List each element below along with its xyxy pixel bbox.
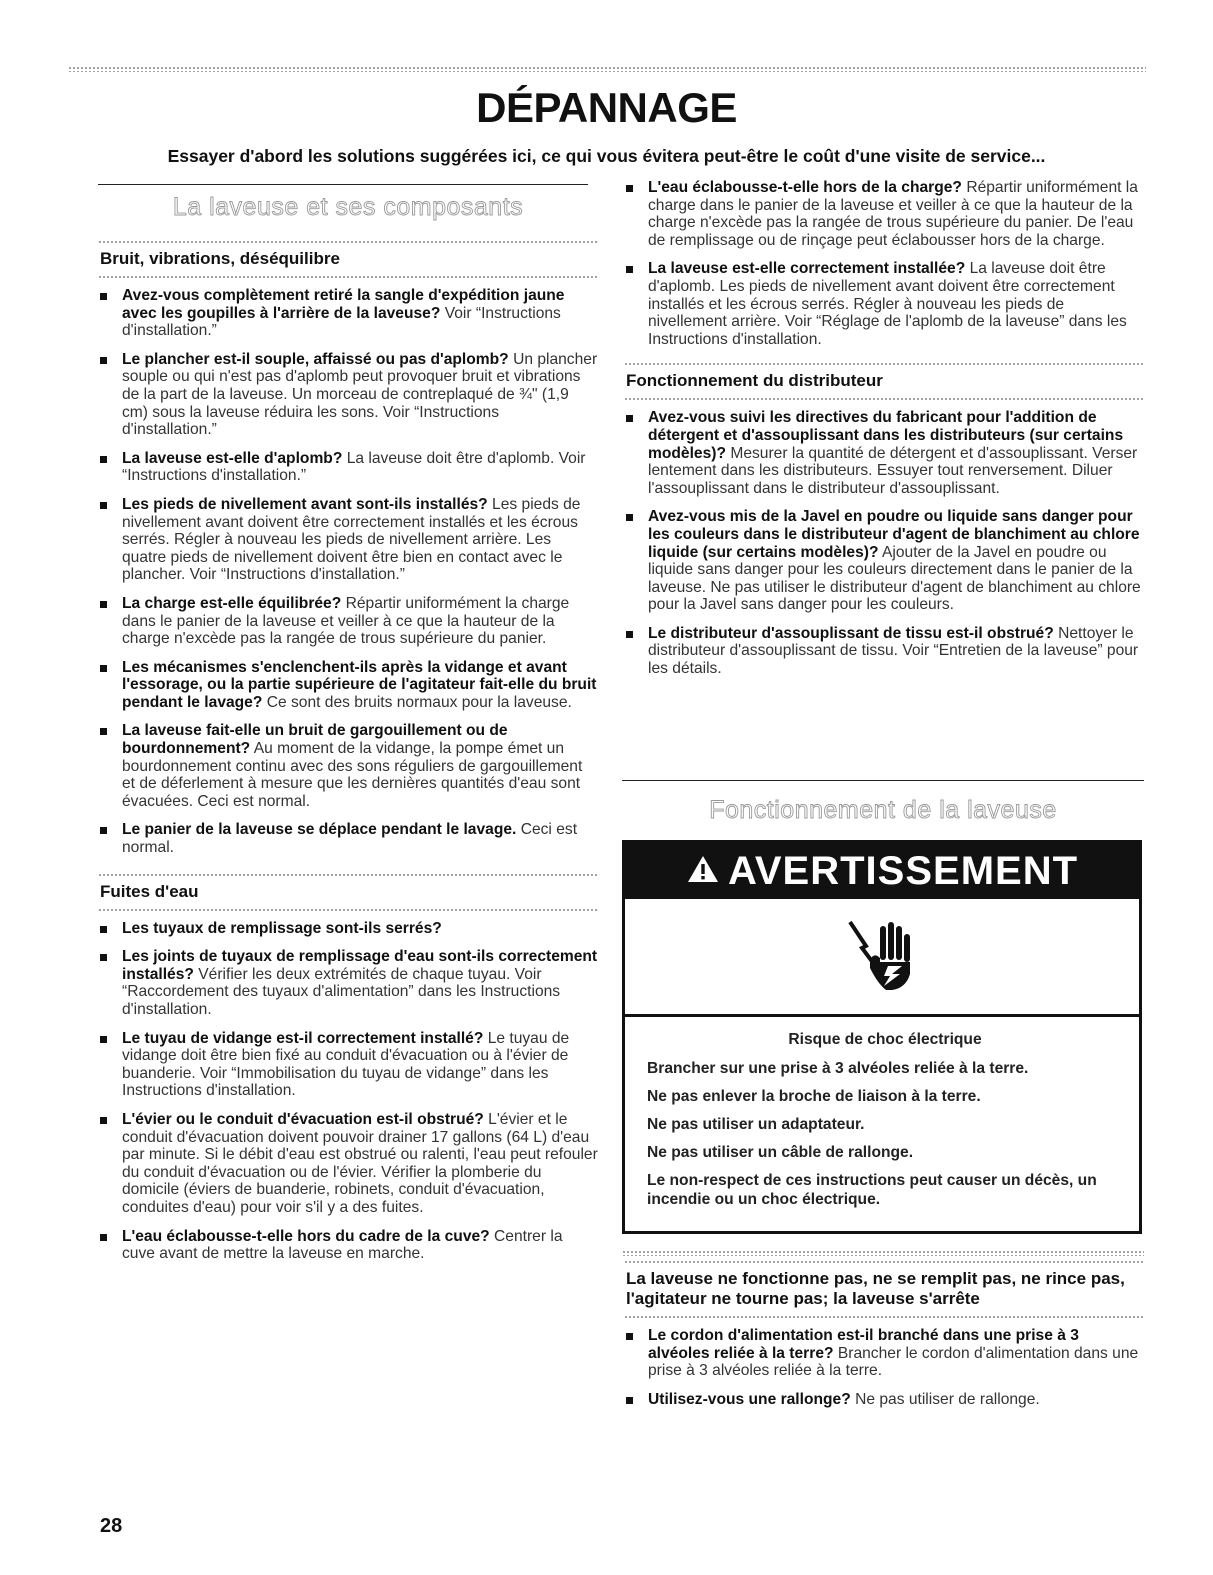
noise-list xyxy=(98,287,598,857)
bullet-icon xyxy=(100,456,107,463)
warning-box xyxy=(622,840,1142,1234)
bullet-icon xyxy=(626,185,633,192)
warning-line: Ne pas utiliser un adaptateur. xyxy=(647,1116,865,1133)
bullet-icon xyxy=(626,1333,633,1340)
page-subtitle: Essayer d'abord les solutions suggérées ici, ce qui vous évitera peut-être le coût d'une visite de service... xyxy=(167,146,1046,166)
list-item: L'eau éclabousse-t-elle hors de la charge? Répartir uniformément la charge dans le panier de la laveuse et veiller à ce que la hauteur de la charge n'excède pas la rangée de trous supérieure du panier. De l'eau de remplissage ou de rinçage peut éclabousser hors de la charge. xyxy=(624,179,1144,249)
bullet-icon xyxy=(626,266,633,273)
warning-line: Le non-respect de ces instructions peut causer un décès, un incendie ou un choc électrique. xyxy=(647,1172,1097,1208)
subheading-dispenser: Fonctionnement du distributeur xyxy=(624,368,1144,395)
bullet-icon xyxy=(100,357,107,364)
list-item: La laveuse est-elle d'aplomb? La laveuse doit être d'aplomb. Voir “Instructions d'installation.” xyxy=(98,450,598,485)
bullet-icon xyxy=(626,631,633,638)
page-number: 28 xyxy=(100,1515,123,1537)
subheading-leaks: Fuites d'eau xyxy=(98,879,598,906)
bullet-icon xyxy=(626,415,633,422)
dispenser-list xyxy=(624,409,1144,677)
list-item: Les pieds de nivellement avant sont-ils installés? Les pieds de nivellement avant doivent être correctement installés et les écrous serrés. Régler à nouveau les pieds de nivellement arrière. Les quatre pieds de nivellement doivent être bien en contact avec le plancher. Voir “Instructions d'installation.” xyxy=(98,496,598,584)
warning-icon-area xyxy=(625,899,1139,1017)
leaks-continued-list xyxy=(624,179,1144,348)
warning-text xyxy=(625,1017,1139,1209)
subheading-not-working: La laveuse ne fonctionne pas, ne se remplit pas, ne rince pas, l'agitateur ne tourne pas; la laveuse s'arrête xyxy=(624,1266,1144,1313)
list-item: Le tuyau de vidange est-il correctement installé? Le tuyau de vidange doit être bien fixé au conduit d'évacuation ou à l'évier de buanderie. Voir “Immobilisation du tuyau de vidange” dans les Instructions d'installation. xyxy=(98,1030,598,1100)
bullet-icon xyxy=(100,926,107,933)
warning-risk: Risque de choc électrique xyxy=(788,1031,982,1048)
warning-line: Ne pas enlever la broche de liaison à la terre. xyxy=(647,1088,981,1105)
bullet-icon xyxy=(100,601,107,608)
warning-header-label: AVERTISSEMENT xyxy=(727,848,1079,893)
bullet-icon xyxy=(626,1397,633,1404)
warning-line: Brancher sur une prise à 3 alvéoles reliée à la terre. xyxy=(647,1060,1029,1077)
bullet-icon xyxy=(100,728,107,735)
list-item: La laveuse est-elle correctement installée? La laveuse doit être d'aplomb. Les pieds de nivellement avant doivent être correctement installés et les écrous serrés. Régler à nouveau les pieds de nivellement arrière. Voir “Réglage de l'aplomb de la laveuse” dans les Instructions d'installation. xyxy=(624,260,1144,348)
warning-triangle-icon xyxy=(686,849,720,894)
subheading-noise: Bruit, vibrations, déséquilibre xyxy=(98,246,598,273)
bullet-icon xyxy=(100,1117,107,1124)
right-lower-column xyxy=(624,1266,1144,1419)
bullet-icon xyxy=(100,1234,107,1241)
right-column xyxy=(624,177,1144,689)
list-item: L'eau éclabousse-t-elle hors du cadre de la cuve? Centrer la cuve avant de mettre la laveuse en marche. xyxy=(98,1228,598,1263)
bullet-icon xyxy=(100,954,107,961)
section-title-operation: Fonctionnement de la laveuse xyxy=(709,796,1057,824)
list-item: Avez-vous complètement retiré la sangle d'expédition jaune avec les goupilles à l'arrière de la laveuse? Voir “Instructions d'installation.” xyxy=(98,287,598,340)
list-item: Le cordon d'alimentation est-il branché dans une prise à 3 alvéoles reliée à la terre? Brancher le cordon d'alimentation dans une prise à 3 alvéoles reliée à la terre. xyxy=(624,1327,1144,1380)
list-item: Les joints de tuyaux de remplissage d'eau sont-ils correctement installés? Vérifier les deux extrémités de chaque tuyau. Voir “Raccordement des tuyaux d'alimentation” dans les Instructions d'installation. xyxy=(98,948,598,1018)
bullet-icon xyxy=(100,502,107,509)
list-item: L'évier ou le conduit d'évacuation est-il obstrué? L'évier et le conduit d'évacuation doivent pouvoir drainer 17 gallons (64 L) d'eau par minute. Si le débit d'eau est obstrué ou ralenti, l'eau peut refouler du conduit d'évacuation ou de l'évier. Vérifier la plomberie du domicile (éviers de buanderie, robinets, conduit d'évacuation, conduites d'eau) pour voir s'il y a des fuites. xyxy=(98,1111,598,1217)
list-item: La laveuse fait-elle un bruit de gargouillement ou de bourdonnement? Au moment de la vidange, la pompe émet un bourdonnement continu avec des sons réguliers de gargouillement et de déferlement à mesure que les dernières quantités d'eau sont évacuées. Ceci est normal. xyxy=(98,722,598,810)
bullet-icon xyxy=(100,665,107,672)
list-item: Avez-vous mis de la Javel en poudre ou liquide sans danger pour les couleurs dans le distributeur d'agent de blanchiment au chlore liquide (sur certains modèles)? Ajouter de la Javel en poudre ou liquide sans danger pour les couleurs directement dans le panier de la laveuse. Ne pas utiliser le distributeur d'agent de blanchiment au chlore pour la Javel sans danger pour les couleurs. xyxy=(624,508,1144,614)
page-title: DÉPANNAGE xyxy=(476,84,737,131)
list-item: La charge est-elle équilibrée? Répartir uniformément la charge dans le panier de la laveuse et veiller à ce que la hauteur de la charge n'excède pas la rangée de trous supérieure du panier. xyxy=(98,595,598,648)
list-item: Utilisez-vous une rallonge? Ne pas utiliser de rallonge. xyxy=(624,1391,1144,1409)
right-lower-dotted-band xyxy=(622,1250,1144,1256)
warning-line: Ne pas utiliser un câble de rallonge. xyxy=(647,1144,914,1161)
warning-header xyxy=(625,843,1139,899)
bullet-icon xyxy=(100,827,107,834)
left-column xyxy=(98,177,598,1274)
leaks-list xyxy=(98,920,598,1263)
electric-shock-hand-icon xyxy=(840,912,924,1001)
list-item: Le plancher est-il souple, affaissé ou pas d'aplomb? Un plancher souple ou qui n'est pas d'aplomb peut provoquer bruit et vibrations de la part de la laveuse. Un morceau de contreplaqué de ¾" (1,9 cm) sous la laveuse réduira les sons. Voir “Instructions d'installation.” xyxy=(98,351,598,439)
list-item: Avez-vous suivi les directives du fabricant pour l'addition de détergent et d'assouplissant dans les distributeurs (sur certains modèles)? Mesurer la quantité de détergent et d'assouplissant. Verser lentement dans les distributeurs. Essuyer tout renversement. Diluer l'assouplissant dans le distributeur d'assouplissant. xyxy=(624,409,1144,497)
list-item: Les mécanismes s'enclenchent-ils après la vidange et avant l'essorage, ou la partie supérieure de l'agitateur fait-elle du bruit pendant le lavage? Ce sont des bruits normaux pour la laveuse. xyxy=(98,659,598,712)
list-item: Le panier de la laveuse se déplace pendant le lavage. Ceci est normal. xyxy=(98,821,598,856)
bullet-icon xyxy=(100,1036,107,1043)
right-mid-rule xyxy=(622,780,1144,781)
list-item: Le distributeur d'assouplissant de tissu est-il obstrué? Nettoyer le distributeur d'assouplissant de tissu. Voir “Entretien de la laveuse” pour les détails. xyxy=(624,625,1144,678)
not-working-list xyxy=(624,1327,1144,1408)
bullet-icon xyxy=(100,293,107,300)
list-item: Les tuyaux de remplissage sont-ils serrés? xyxy=(98,920,598,938)
top-dotted-band xyxy=(68,66,1146,72)
section-title-components: La laveuse et ses composants xyxy=(172,193,524,221)
bullet-icon xyxy=(626,514,633,521)
